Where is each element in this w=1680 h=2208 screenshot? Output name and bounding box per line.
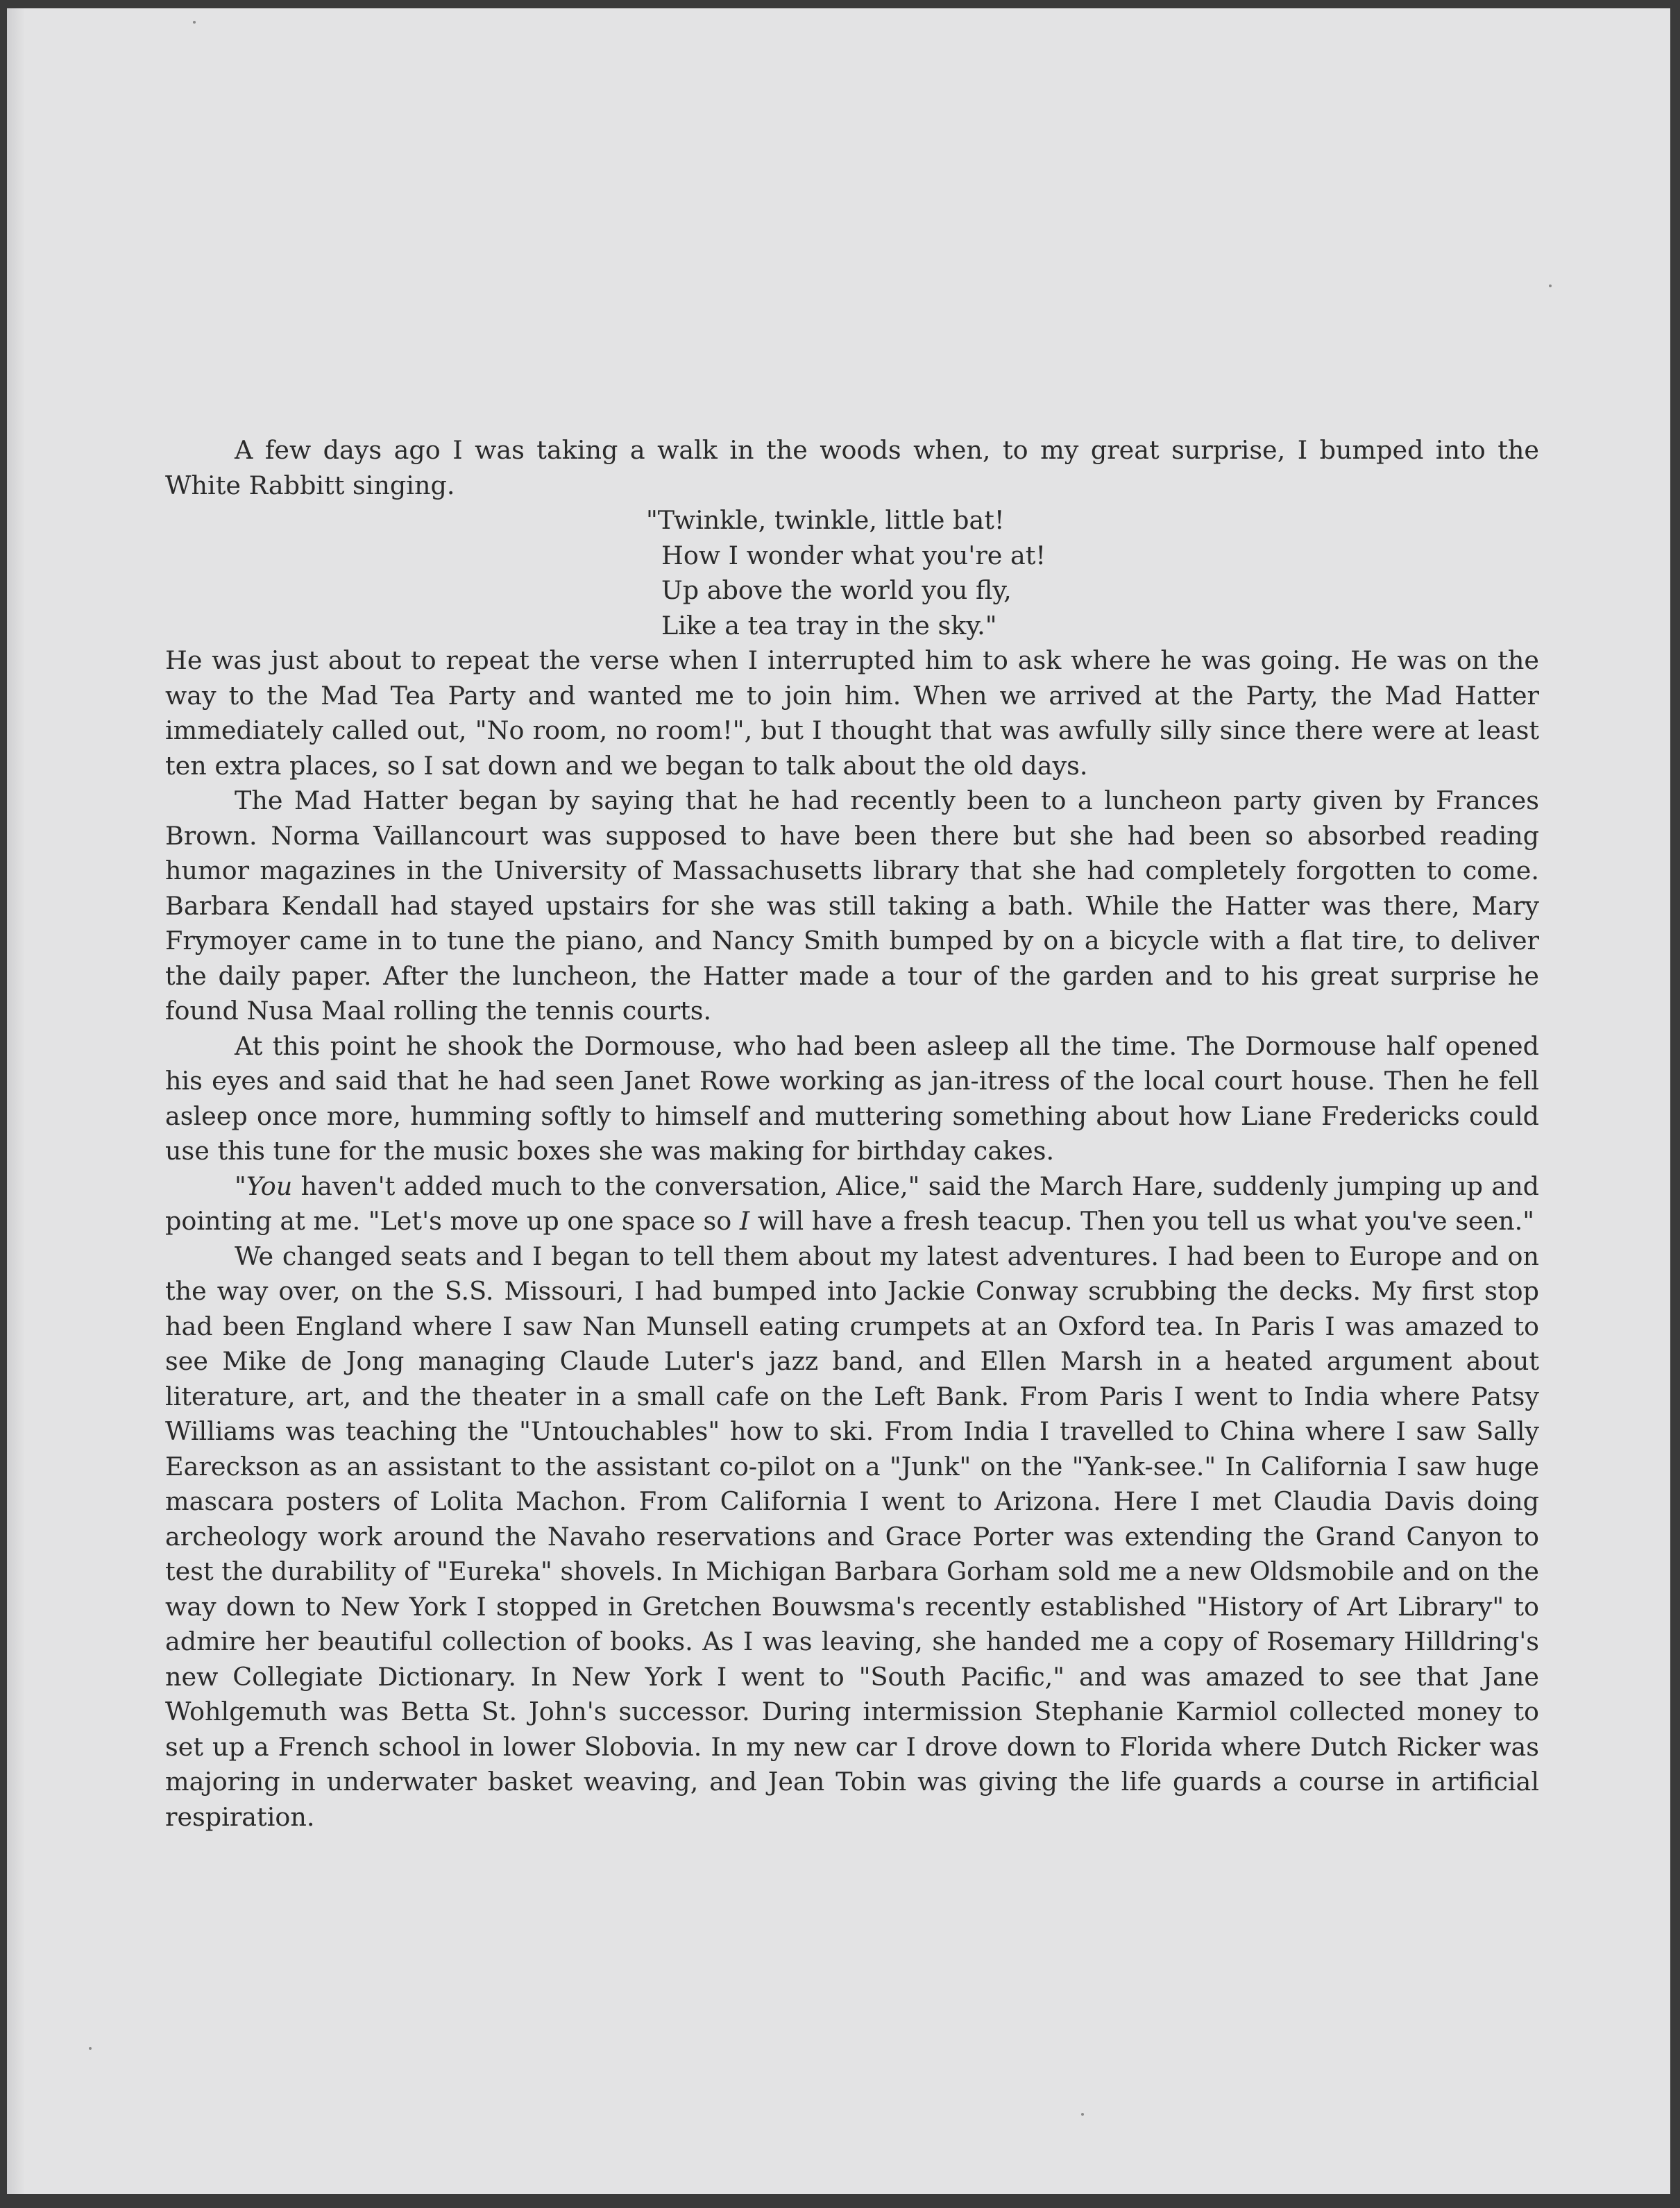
paragraph-text: haven't added much to the conversation, Alice," said the March Hare, suddenly jumping up and pointing at me. "Let's move up one space so xyxy=(165,1171,1539,1236)
intro-paragraph: A few days ago I was taking a walk in the woods when, to my great surprise, I bumped into the White Rabbitt singing. xyxy=(165,435,1539,500)
verse-line: Like a tea tray in the sky." xyxy=(661,610,997,640)
paragraph-adventures: We changed seats and I began to tell them about my latest adventures. I had been to Europe and on the way over, on the S.S. Missouri, I had bumped into Jackie Conway scrubbing the decks. My first stop had been England where I saw Nan Munsell eating crumpets at an Oxford tea. In Paris I was amazed to see Mike de Jong managing Claude Luter's jazz band, and Ellen Marsh in a heated argument about literature, art, and the theater in a small cafe on the Left Bank. From Paris I went to India where Patsy Williams was teaching the "Untouchables" how to ski. From India I travelled to China where I saw Sally Eareckson as an assistant to the assistant co-pilot on a "Junk" on the "Yank-see." In California I saw huge mascara posters of Lolita Machon. From California I went to Arizona. Here I met Claudia Davis doing archeology work around the Navaho reservations and Grace Porter was extending the Grand Canyon to test the durability of "Eureka" shovels. In Michigan Barbara Gorham sold me a new Oldsmobile and on the way down to New York I stopped in Gretchen Bouwsma's recently established "History of Art Library" to admire her beautiful collection of books. As I was leaving, she handed me a copy of Rosemary Hilldring's new Collegiate Dictionary. In New York I went to "South Pacific," and was amazed to see that Jane Wohlgemuth was Betta St. John's successor. During intermission Stephanie Karmiol collected money to set up a French school in lower Slobovia. In my new car I drove down to Florida where Dutch Ricker was majoring in underwater basket weaving, and Jean Tobin was giving the life guards a course in artificial respiration. xyxy=(165,1241,1539,1832)
scan-speck xyxy=(1549,285,1552,287)
paragraph-text: will have a fresh teacup. Then you tell us what you've seen." xyxy=(749,1206,1535,1236)
page-gutter-shadow xyxy=(7,8,25,2194)
document-body xyxy=(165,433,1539,1835)
verse-line: Up above the world you fly, xyxy=(661,575,1012,605)
verse-line: How I wonder what you're at! xyxy=(661,540,1046,570)
emphasis-i: I xyxy=(739,1206,750,1236)
paragraph-tea-party: He was just about to repeat the verse when I interrupted him to ask where he was going. He was on the way to the Mad Tea Party and wanted me to join him. When we arrived at the Party, the Mad Hatter immediately called out, "No room, no room!", but I thought that was awfully silly since there were at least ten extra places, so I sat down and we began to talk about the old days. xyxy=(165,645,1539,781)
paragraph-dormouse: At this point he shook the Dormouse, who had been asleep all the time. The Dormouse half opened his eyes and said that he had seen Janet Rowe working as jan-itress of the local court house. Then he fell asleep once more, humming softly to himself and muttering something about how Liane Fredericks could use this tune for the music boxes she was making for birthday cakes. xyxy=(165,1030,1539,1166)
scan-speck xyxy=(1081,2113,1084,2116)
verse-line: "Twinkle, twinkle, little bat! xyxy=(646,505,1005,535)
paragraph-mad-hatter: The Mad Hatter began by saying that he had recently been to a luncheon party given by Frances Brown. Norma Vaillancourt was supposed to have been there but she had been so absorbed reading humor magazines in the University of Massachusetts library that she had completely forgotten to come. Barbara Kendall had stayed upstairs for she was still taking a bath. While the Hatter was there, Mary Frymoyer came in to tune the piano, and Nancy Smith bumped by on a bicycle with a flat tire, to deliver the daily paper. After the luncheon, the Hatter made a tour of the garden and to his great surprise he found Nusa Maal rolling the tennis courts. xyxy=(165,785,1539,1026)
emphasis-you: You xyxy=(246,1171,293,1201)
scan-speck xyxy=(193,21,196,24)
scanned-page xyxy=(7,8,1670,2194)
quote-mark: " xyxy=(235,1171,246,1201)
paragraph-march-hare xyxy=(165,1169,1539,1239)
scan-speck xyxy=(89,2047,92,2050)
verse-block xyxy=(646,503,1539,643)
